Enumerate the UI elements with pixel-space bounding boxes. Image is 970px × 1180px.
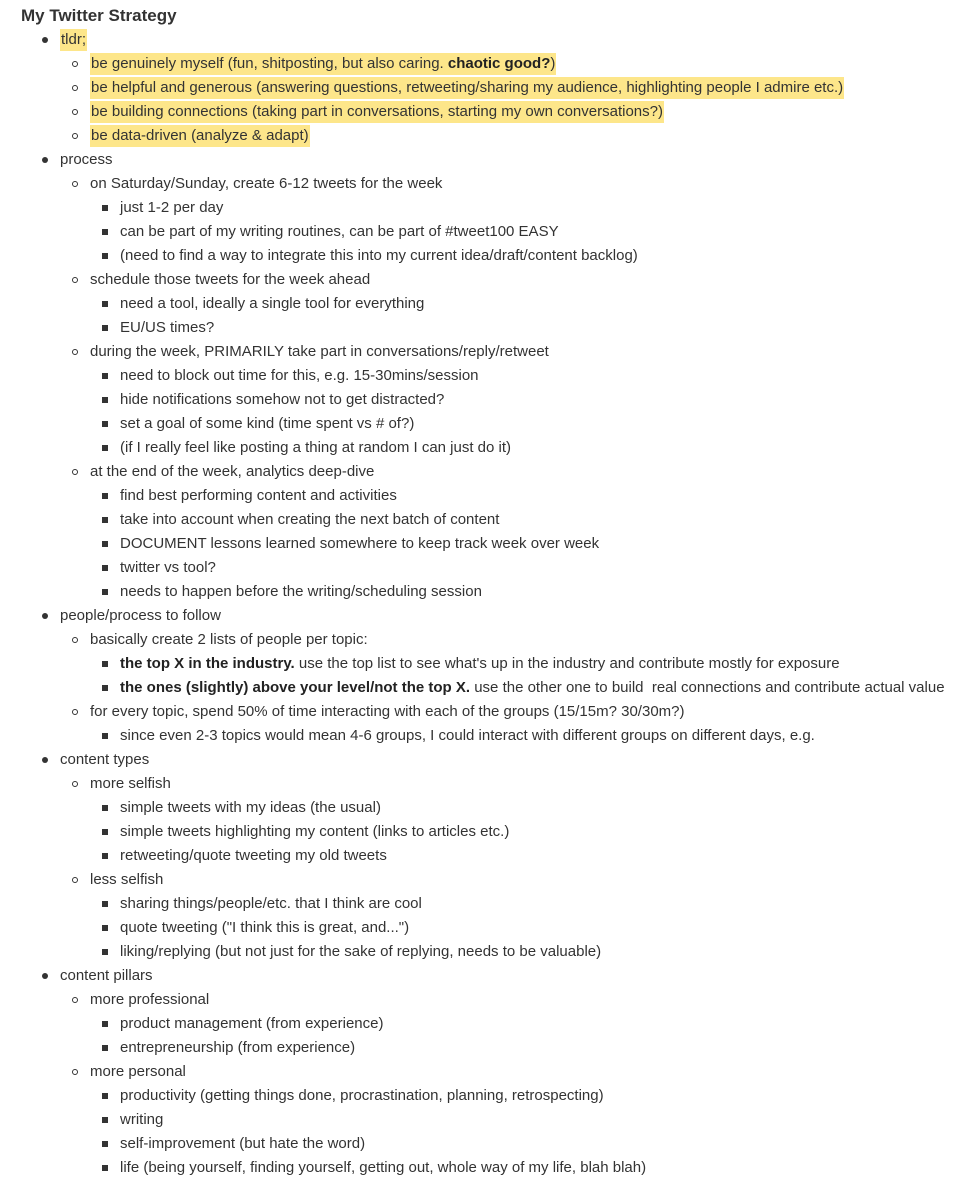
list-item-label: content types: [60, 751, 150, 768]
list-item[interactable]: [0, 796, 970, 820]
bold-text: the ones (slightly) above your level/not the top X.: [120, 679, 471, 696]
bullet-square-icon: [100, 364, 110, 388]
text-segment: use the top list to see what's up in the industry and contribute mostly for exposure: [294, 655, 840, 672]
list-item-content-types[interactable]: [0, 748, 970, 772]
list-item[interactable]: [0, 172, 970, 196]
bullet-square-icon: [100, 532, 110, 556]
list-item-tldr[interactable]: [0, 28, 970, 52]
outline: [0, 28, 970, 1180]
bullet-circle-icon: [70, 172, 80, 196]
list-item-label: more selfish: [90, 775, 171, 792]
bullet-square-icon: [100, 484, 110, 508]
list-item-label: schedule those tweets for the week ahead: [90, 271, 371, 288]
list-item-label: entrepreneurship (from experience): [120, 1039, 356, 1056]
list-item-label: self-improvement (but hate the word): [120, 1135, 366, 1152]
list-item[interactable]: [0, 820, 970, 844]
list-item-label: since even 2-3 topics would mean 4-6 groups, I could interact with different groups on different days, e.g.: [120, 727, 815, 744]
list-item-label: basically create 2 lists of people per topic:: [90, 631, 368, 648]
list-item-label: people/process to follow: [60, 607, 221, 624]
text-segment: use the other one to build real connections and contribute actual value: [470, 679, 945, 696]
bold-text: the top X in the industry.: [120, 655, 295, 672]
list-item[interactable]: [0, 556, 970, 580]
bullet-square-icon: [100, 1084, 110, 1108]
bullet-square-icon: [100, 892, 110, 916]
list-item-label: can be part of my writing routines, can be part of #tweet100 EASY: [120, 223, 559, 240]
bullet-disc-icon: [40, 148, 50, 172]
list-item[interactable]: [0, 220, 970, 244]
text-segment: ): [550, 55, 556, 72]
list-item[interactable]: [0, 628, 970, 652]
list-item[interactable]: [0, 436, 970, 460]
list-item[interactable]: [0, 76, 970, 100]
list-item[interactable]: [0, 292, 970, 316]
list-item-label: find best performing content and activities: [120, 487, 397, 504]
bullet-square-icon: [100, 1132, 110, 1156]
bullet-square-icon: [100, 292, 110, 316]
list-item[interactable]: [0, 1084, 970, 1108]
bullet-disc-icon: [40, 964, 50, 988]
bullet-square-icon: [100, 1036, 110, 1060]
bullet-square-icon: [100, 556, 110, 580]
list-item-label: less selfish: [90, 871, 164, 888]
list-item-label: just 1-2 per day: [120, 199, 224, 216]
list-item[interactable]: [0, 868, 970, 892]
list-item[interactable]: [0, 772, 970, 796]
list-item-content-pillars[interactable]: [0, 964, 970, 988]
list-item-label: take into account when creating the next batch of content: [120, 511, 500, 528]
list-item[interactable]: [0, 244, 970, 268]
list-item[interactable]: [0, 580, 970, 604]
list-item-label: at the end of the week, analytics deep-dive: [90, 463, 375, 480]
list-item-label: writing: [120, 1111, 164, 1128]
list-item[interactable]: [0, 412, 970, 436]
list-item[interactable]: [0, 460, 970, 484]
list-item-label: needs to happen before the writing/scheduling session: [120, 583, 482, 600]
highlighted-text: be building connections (taking part in conversations, starting my own conversations?): [90, 101, 664, 123]
page-title: My Twitter Strategy: [21, 6, 177, 25]
list-item-label: liking/replying (but not just for the sake of replying, needs to be valuable): [120, 943, 602, 960]
list-item-label: during the week, PRIMARILY take part in conversations/reply/retweet: [90, 343, 549, 360]
list-item[interactable]: [0, 364, 970, 388]
list-item[interactable]: [0, 124, 970, 148]
bullet-circle-icon: [70, 124, 80, 148]
list-item-label: [120, 679, 945, 696]
list-item[interactable]: [0, 268, 970, 292]
list-item[interactable]: [0, 508, 970, 532]
list-item[interactable]: [0, 892, 970, 916]
list-item[interactable]: [0, 484, 970, 508]
list-item[interactable]: [0, 1036, 970, 1060]
list-item[interactable]: [0, 52, 970, 76]
list-item-label: product management (from experience): [120, 1015, 384, 1032]
bullet-square-icon: [100, 796, 110, 820]
list-item[interactable]: [0, 916, 970, 940]
bullet-square-icon: [100, 844, 110, 868]
list-item[interactable]: [0, 388, 970, 412]
bullet-square-icon: [100, 220, 110, 244]
list-item[interactable]: [0, 316, 970, 340]
list-item-label: tldr;: [60, 29, 87, 51]
bullet-square-icon: [100, 580, 110, 604]
bullet-circle-icon: [70, 340, 80, 364]
list-item-label: twitter vs tool?: [120, 559, 216, 576]
bullet-square-icon: [100, 244, 110, 268]
bullet-circle-icon: [70, 76, 80, 100]
list-item-label: need to block out time for this, e.g. 15-30mins/session: [120, 367, 479, 384]
bullet-circle-icon: [70, 52, 80, 76]
bold-text: chaotic good?: [447, 55, 551, 72]
list-item-label: hide notifications somehow not to get distracted?: [120, 391, 445, 408]
bullet-disc-icon: [40, 748, 50, 772]
list-item[interactable]: [0, 844, 970, 868]
list-item-label: need a tool, ideally a single tool for everything: [120, 295, 425, 312]
list-item[interactable]: [0, 988, 970, 1012]
list-item[interactable]: [0, 532, 970, 556]
bullet-square-icon: [100, 412, 110, 436]
bullet-circle-icon: [70, 1060, 80, 1084]
list-item-label: process: [60, 151, 113, 168]
list-item[interactable]: [0, 1156, 970, 1180]
list-item-label: sharing things/people/etc. that I think are cool: [120, 895, 422, 912]
list-item[interactable]: [0, 652, 970, 676]
bullet-square-icon: [100, 1156, 110, 1180]
bullet-square-icon: [100, 916, 110, 940]
list-item[interactable]: [0, 724, 970, 748]
bullet-circle-icon: [70, 772, 80, 796]
list-item[interactable]: [0, 1108, 970, 1132]
bullet-square-icon: [100, 724, 110, 748]
list-item-label: simple tweets with my ideas (the usual): [120, 799, 381, 816]
text-segment: be genuinely myself (fun, shitposting, but also caring.: [91, 55, 448, 72]
bullet-square-icon: [100, 388, 110, 412]
list-item-label: quote tweeting ("I think this is great, and..."): [120, 919, 410, 936]
bullet-circle-icon: [70, 100, 80, 124]
list-item[interactable]: [0, 940, 970, 964]
list-item-label: (need to find a way to integrate this into my current idea/draft/content backlog): [120, 247, 638, 264]
bullet-square-icon: [100, 196, 110, 220]
list-item-label: life (being yourself, finding yourself, getting out, whole way of my life, blah blah): [120, 1159, 647, 1176]
list-item-label: more personal: [90, 1063, 186, 1080]
highlighted-text: be data-driven (analyze & adapt): [90, 125, 310, 147]
list-item-label: productivity (getting things done, procrastination, planning, retrospecting): [120, 1087, 604, 1104]
list-item[interactable]: [0, 1012, 970, 1036]
list-item-label: simple tweets highlighting my content (links to articles etc.): [120, 823, 510, 840]
list-item-label: (if I really feel like posting a thing at random I can just do it): [120, 439, 512, 456]
bullet-square-icon: [100, 1108, 110, 1132]
bullet-square-icon: [100, 676, 110, 700]
list-item-people[interactable]: [0, 604, 970, 628]
list-item[interactable]: [0, 676, 970, 700]
bullet-disc-icon: [40, 604, 50, 628]
list-item-label: EU/US times?: [120, 319, 215, 336]
list-item[interactable]: [0, 340, 970, 364]
list-item-label: for every topic, spend 50% of time interacting with each of the groups (15/15m? 30/30m?): [90, 703, 685, 720]
bullet-disc-icon: [40, 28, 50, 52]
list-item-process[interactable]: [0, 148, 970, 172]
bullet-circle-icon: [70, 268, 80, 292]
bullet-square-icon: [100, 940, 110, 964]
list-item-label: on Saturday/Sunday, create 6-12 tweets for the week: [90, 175, 443, 192]
bullet-square-icon: [100, 436, 110, 460]
bullet-circle-icon: [70, 700, 80, 724]
bullet-circle-icon: [70, 868, 80, 892]
bullet-square-icon: [100, 652, 110, 676]
list-item[interactable]: [0, 700, 970, 724]
list-item-label: retweeting/quote tweeting my old tweets: [120, 847, 387, 864]
bullet-square-icon: [100, 508, 110, 532]
bullet-circle-icon: [70, 460, 80, 484]
bullet-square-icon: [100, 316, 110, 340]
list-item[interactable]: [0, 1132, 970, 1156]
list-item[interactable]: [0, 100, 970, 124]
list-item[interactable]: [0, 1060, 970, 1084]
bullet-square-icon: [100, 1012, 110, 1036]
list-item-label: more professional: [90, 991, 210, 1008]
list-item[interactable]: [0, 196, 970, 220]
list-item-label: DOCUMENT lessons learned somewhere to keep track week over week: [120, 535, 600, 552]
highlighted-text: be helpful and generous (answering questions, retweeting/sharing my audience, highlighting people I admire etc.): [90, 77, 844, 99]
bullet-square-icon: [100, 820, 110, 844]
list-item-label: content pillars: [60, 967, 153, 984]
bullet-circle-icon: [70, 628, 80, 652]
list-item-label: [120, 655, 840, 672]
highlighted-text: [90, 53, 556, 75]
bullet-circle-icon: [70, 988, 80, 1012]
list-item-label: set a goal of some kind (time spent vs # of?): [120, 415, 415, 432]
